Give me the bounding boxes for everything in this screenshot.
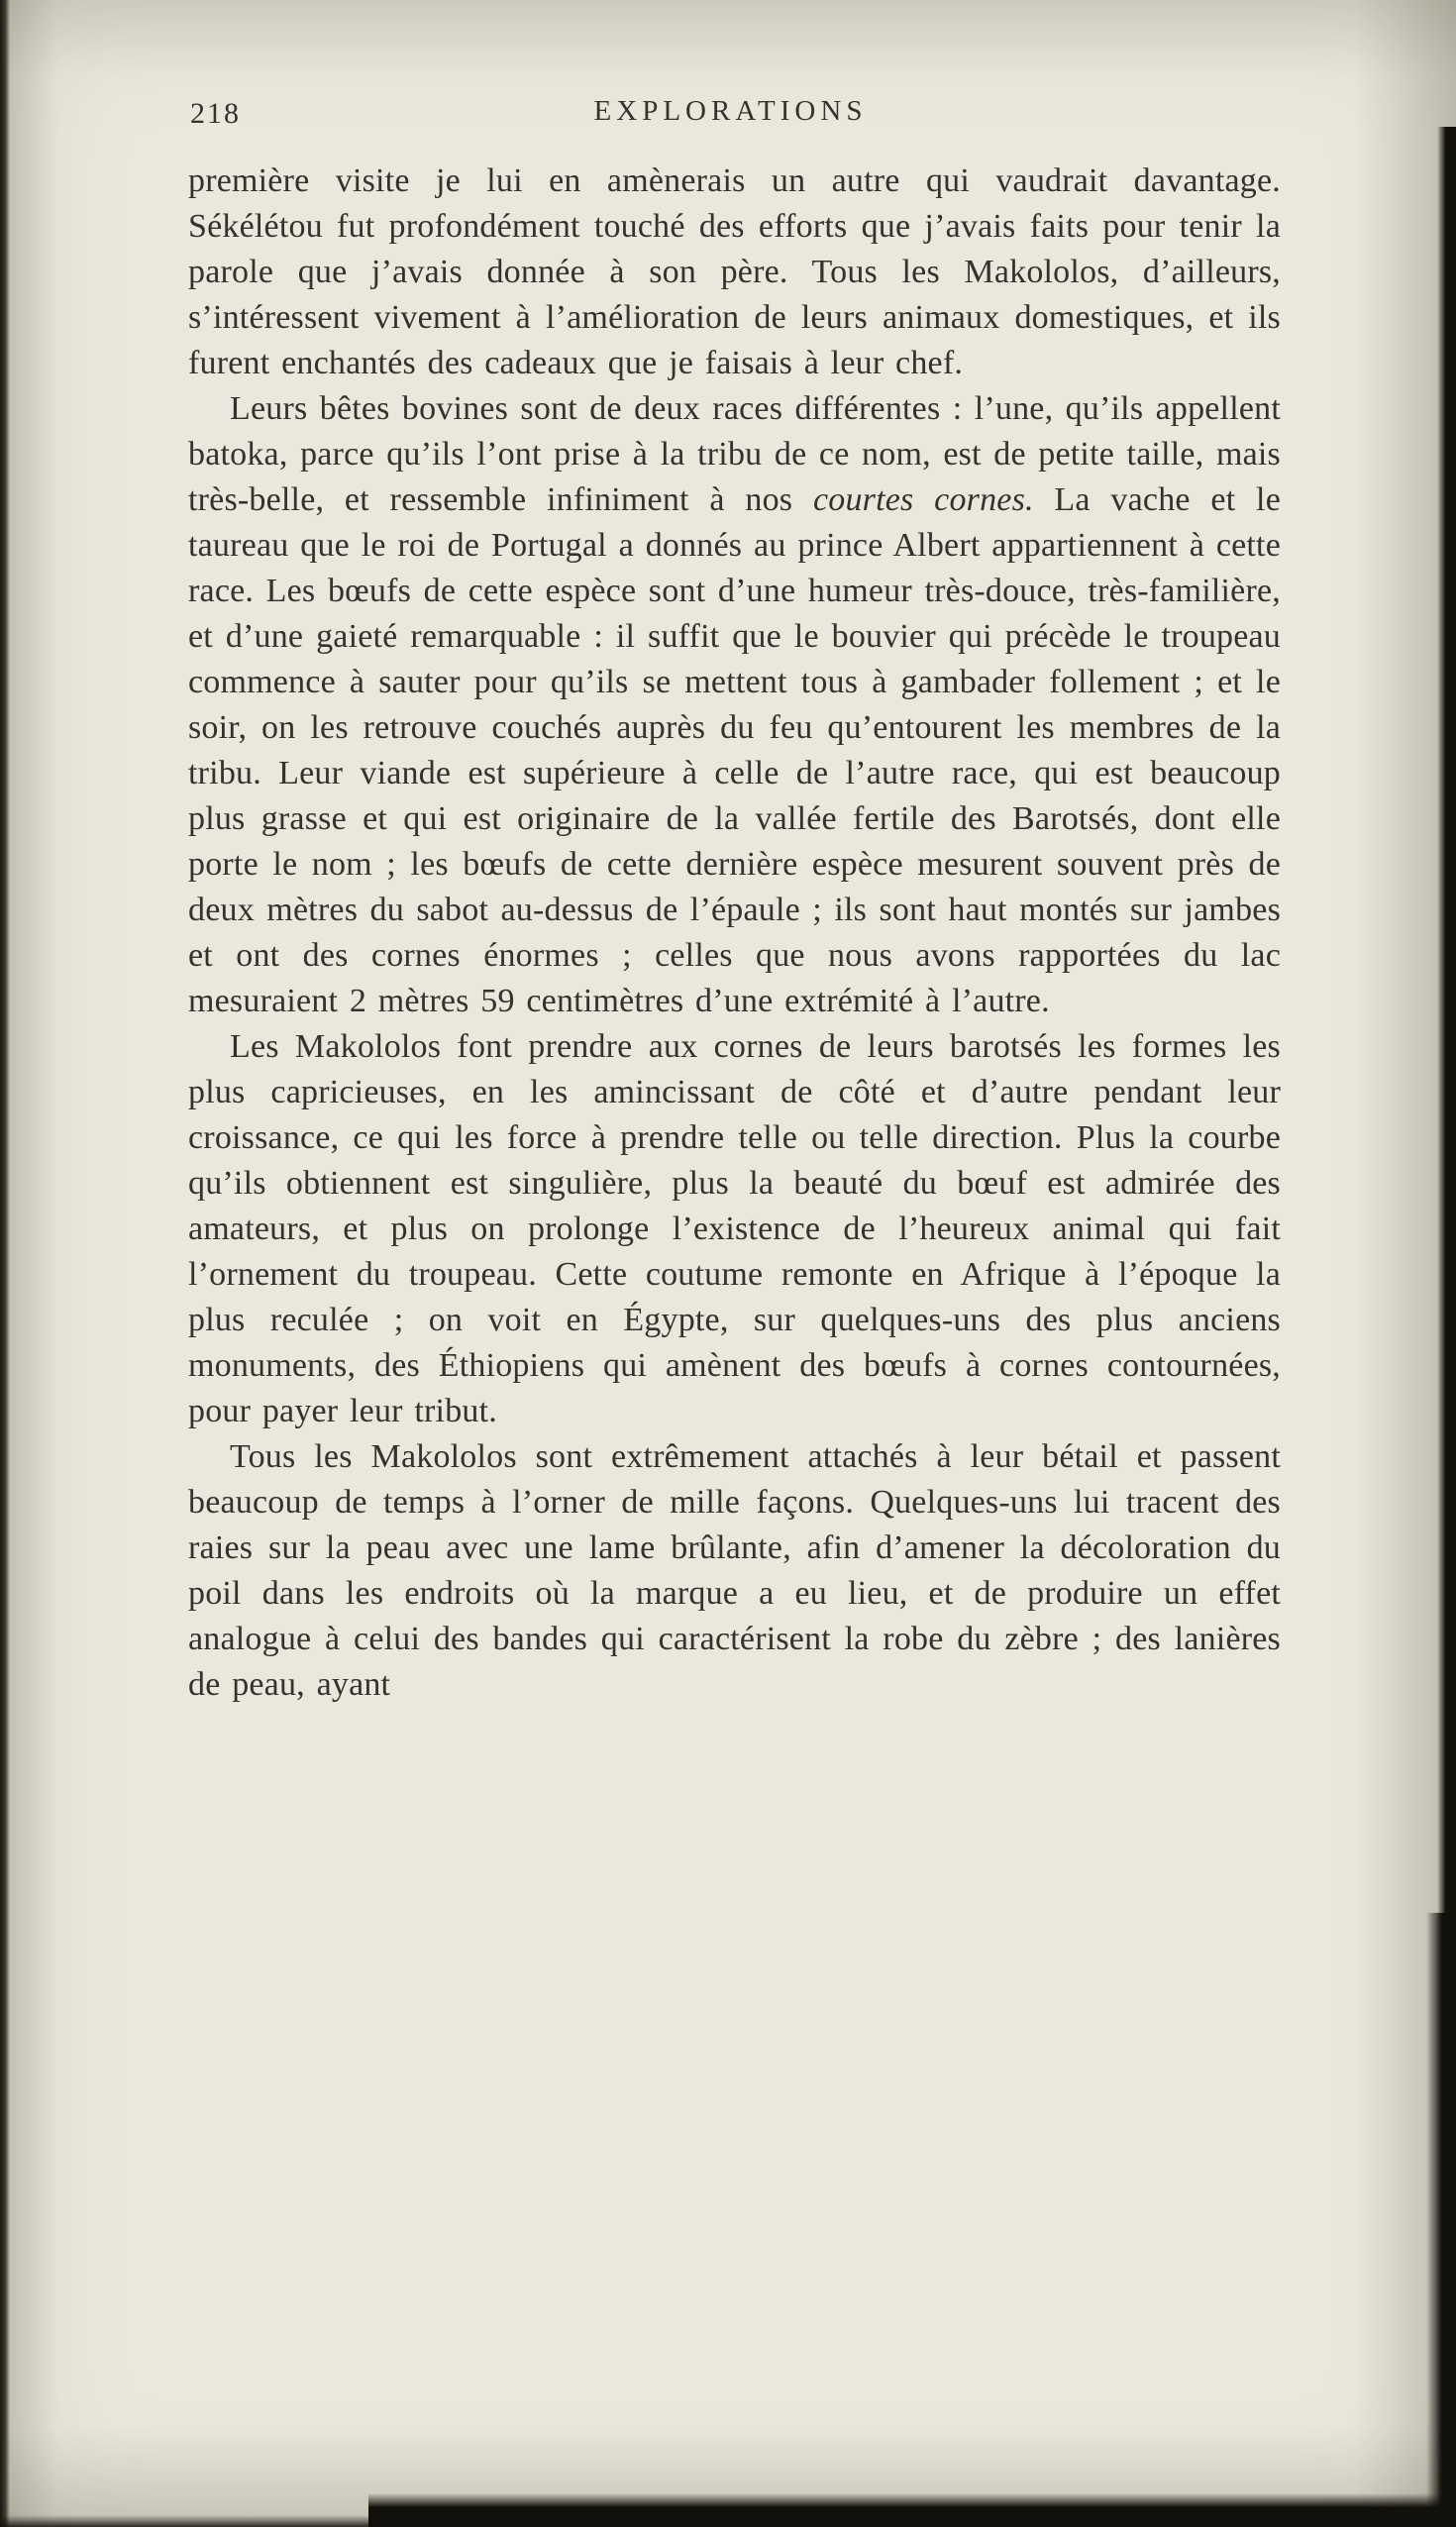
running-head: EXPLORATIONS: [593, 95, 868, 127]
page-number: 218: [190, 97, 241, 130]
scan-edge-left: [0, 0, 10, 2527]
scan-edge-bottom: [368, 2493, 1456, 2527]
paragraph: [188, 1024, 1281, 1434]
paragraph: [188, 386, 1281, 1024]
italic-text-segment: courtes cornes.: [812, 481, 1034, 518]
text-segment: première visite je lui en amènerais un autre qui vaudrait davantage. Sékélétou fut profondément touché des efforts que j’avais faits pour tenir la parole que j’avais donnée à son père. Tous les Makololos, d’ailleurs, s’intéressent vivement à l’amélioration de leurs animaux domestiques, et ils furent enchantés des cadeaux que je faisais à leur chef.: [188, 162, 1281, 381]
paragraph: [188, 1434, 1281, 1708]
paragraph: [188, 158, 1281, 386]
scan-edge-right-lower: [1426, 1913, 1456, 2527]
page-body: [188, 158, 1281, 1708]
page-header: [188, 93, 1273, 137]
text-segment: La vache et le taureau que le roi de Portugal a donnés au prince Albert appartiennent à cette race. Les bœufs de cette espèce sont d’une humeur très-douce, très-familière, et d’une gaieté remarquable : il suffit que le bouvier qui précède le troupeau commence à sauter pour qu’ils se mettent tous à gambader follement ; et le soir, on les retrouve couchés auprès du feu qu’entourent les membres de la tribu. Leur viande est supérieure à celle de l’autre race, qui est beaucoup plus grasse et qui est originaire de la vallée fertile des Barotsés, dont elle porte le nom ; les bœufs de cette dernière espèce mesurent souvent près de deux mètres du sabot au-dessus de l’épaule ; ils sont haut montés sur jambes et ont des cornes énormes ; celles que nous avons rapportées du lac mesuraient 2 mètres 59 centimètres d’une extrémité à l’autre.: [188, 481, 1281, 1019]
text-segment: Leurs bêtes bovines sont de deux races différentes : l’une, qu’ils appellent batoka, parce qu’ils l’ont prise à la tribu de ce nom, est de petite taille, mais très-belle, et ressemble infiniment à nos: [188, 390, 1281, 518]
scan-edge-bottom-left: [0, 2515, 376, 2527]
text-segment: Tous les Makololos sont extrêmement attachés à leur bétail et passent beaucoup de temps à l’orner de mille façons. Quelques-uns lui tracent des raies sur la peau avec une lame brûlante, afin d’amener la décoloration du poil dans les endroits où la marque a eu lieu, et de produire un effet analogue à celui des bandes qui caractérisent la robe du zèbre ; des lanières de peau, ayant: [188, 1438, 1281, 1703]
text-segment: Les Makololos font prendre aux cornes de leurs barotsés les formes les plus capricieuses, en les amincissant de côté et d’autre pendant leur croissance, ce qui les force à prendre telle ou telle direction. Plus la courbe qu’ils obtiennent est singulière, plus la beauté du bœuf est admirée des amateurs, et plus on prolonge l’existence de l’heureux animal qui fait l’ornement du troupeau. Cette coutume remonte en Afrique à l’époque la plus reculée ; on voit en Égypte, sur quelques-uns des plus anciens monuments, des Éthiopiens qui amènent des bœufs à cornes contournées, pour payer leur tribut.: [188, 1028, 1281, 1429]
